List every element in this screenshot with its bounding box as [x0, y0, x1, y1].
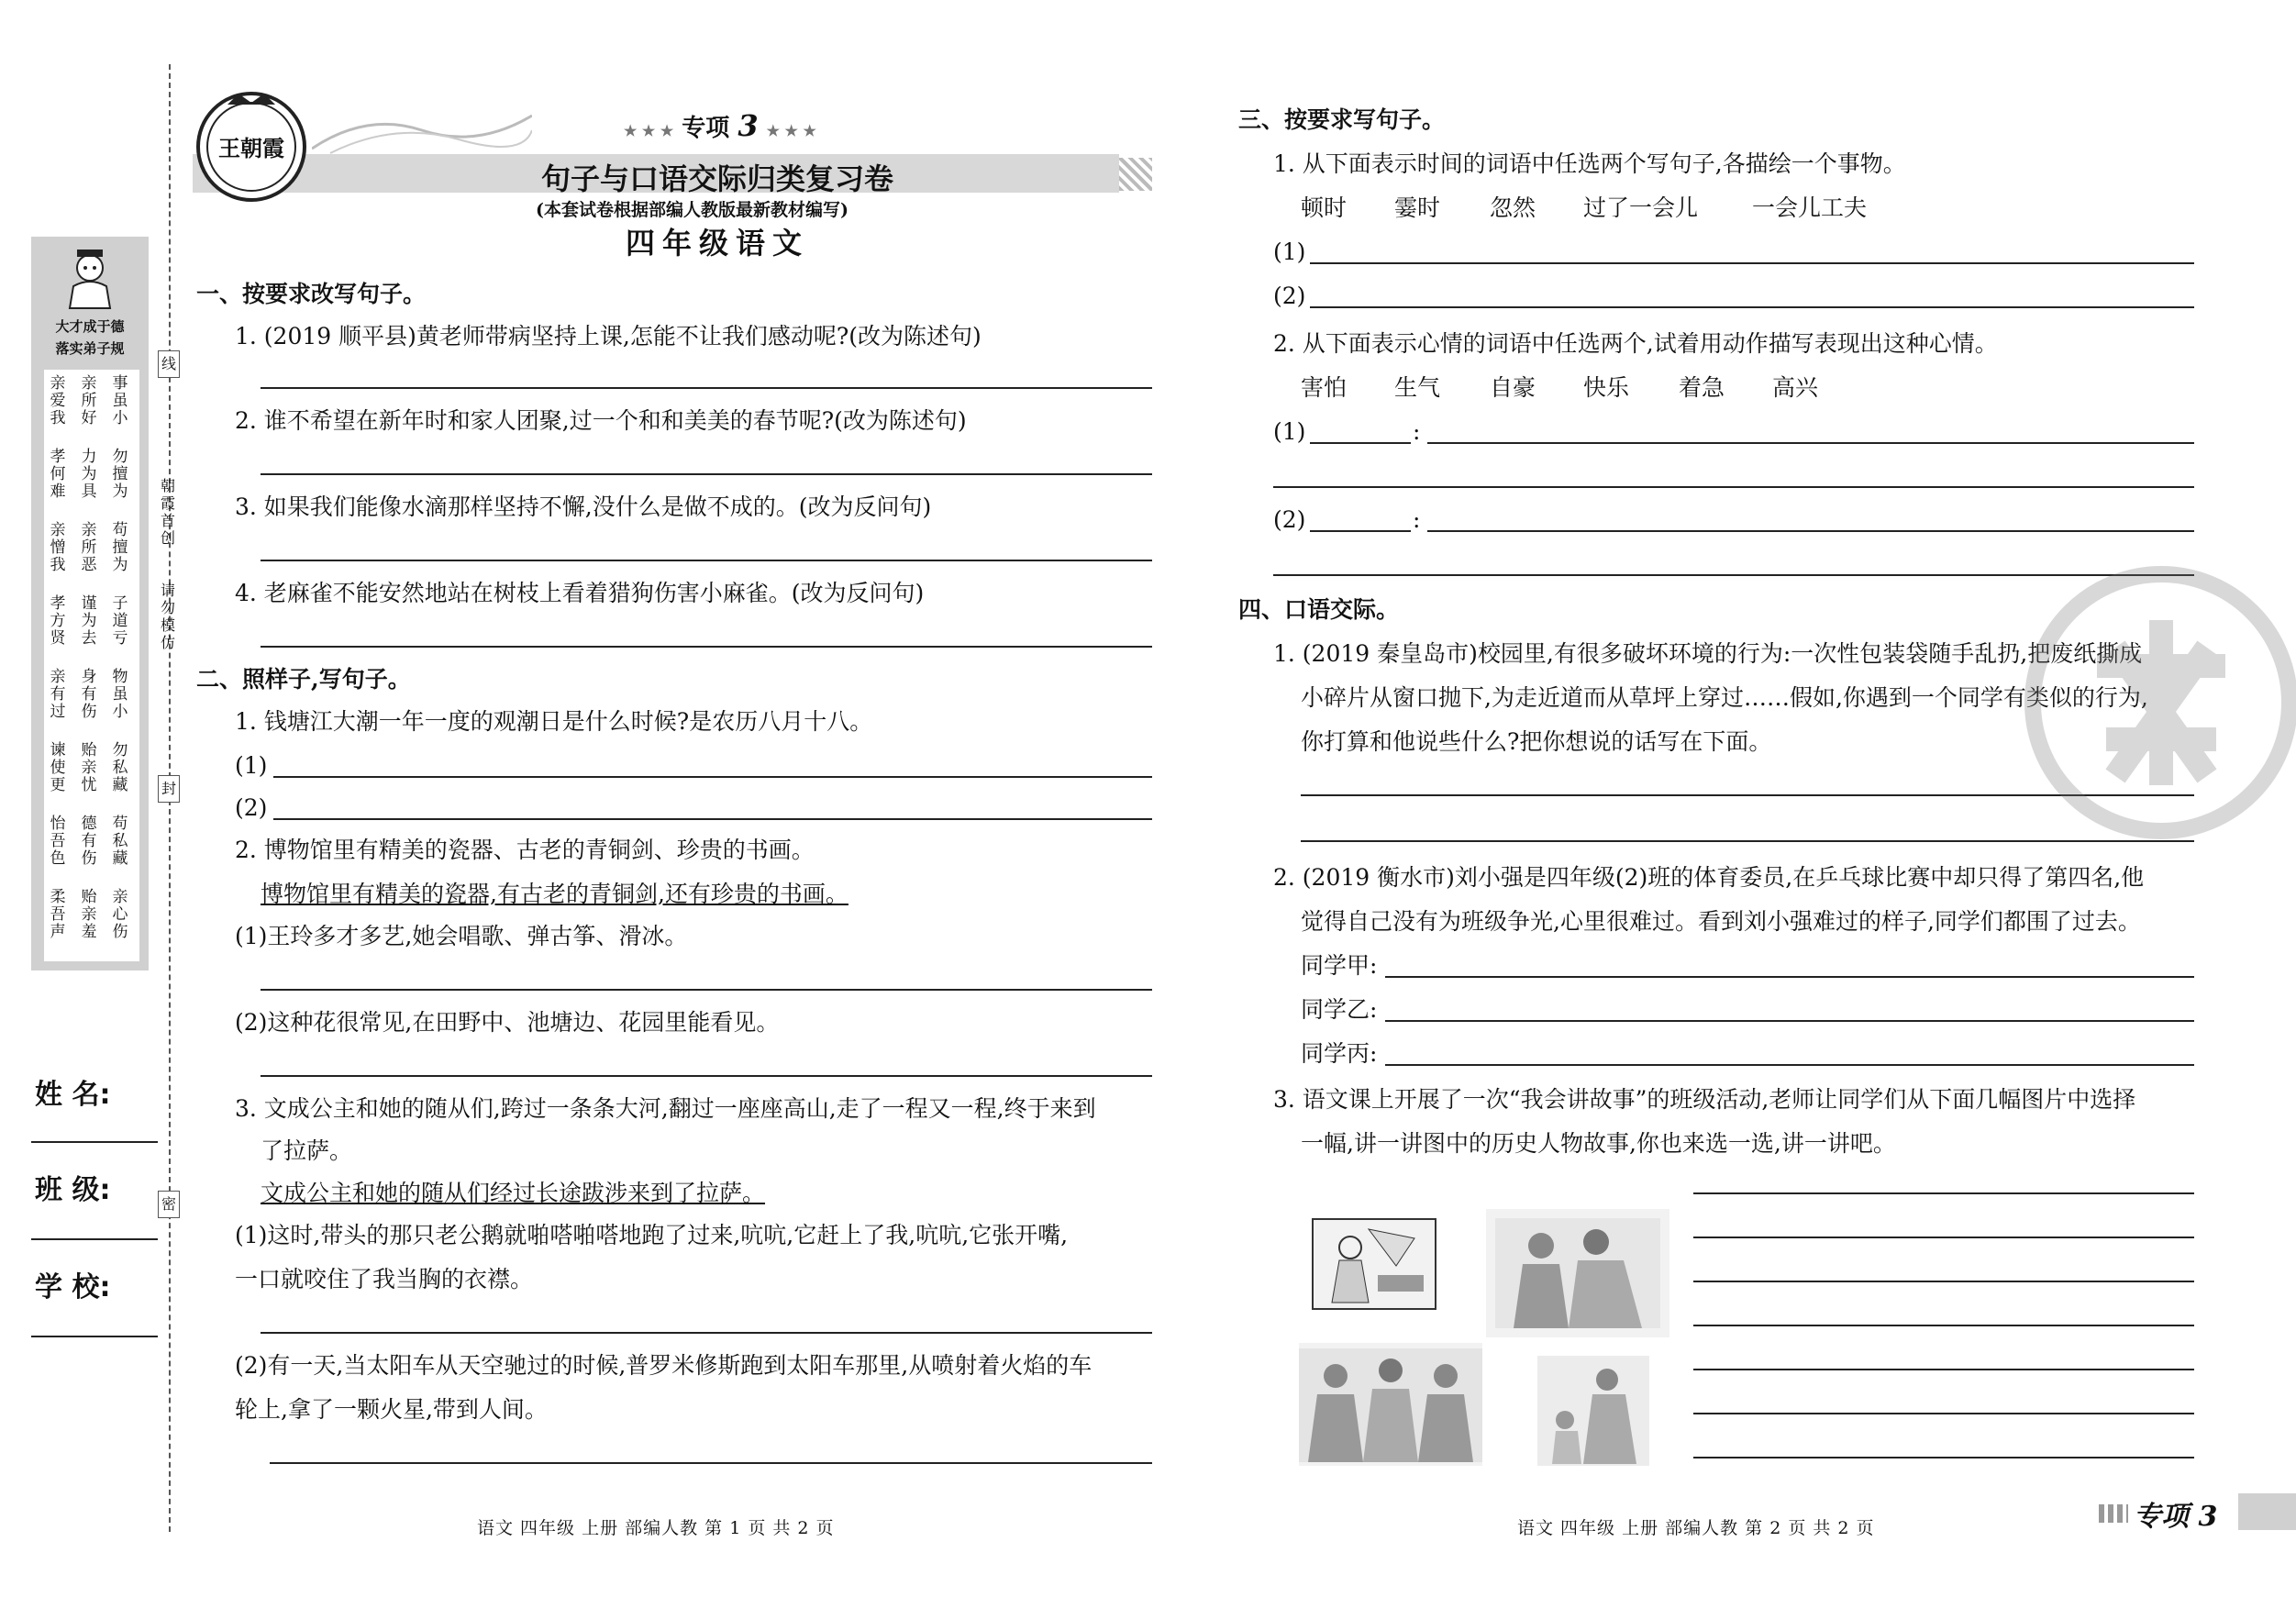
s3-q2-blank1-colon: :	[1413, 418, 1421, 445]
poem-col: 亲 所 好	[81, 374, 97, 427]
student-a-label: 同学甲:	[1301, 952, 1378, 979]
s2-q1-blank1-line[interactable]	[273, 776, 1152, 778]
section1-title: 一、按要求改写句子。	[196, 281, 427, 307]
s3-q1-blank1-line[interactable]	[1310, 262, 2194, 264]
header-swirl-decoration	[312, 103, 532, 161]
poem-col: 孝 何 难	[50, 448, 66, 501]
binding-mark-xian: 线	[158, 350, 180, 378]
s4-q3-answer-line3[interactable]	[1693, 1281, 2194, 1282]
s4-q3-answer-line7[interactable]	[1693, 1457, 2194, 1458]
s4-q1-line3: 你打算和他说些什么?把你想说的话写在下面。	[1301, 728, 1772, 755]
poem-col: 亲 憎 我	[50, 521, 66, 574]
s3-q2-blank2-line[interactable]	[1427, 530, 2194, 532]
poem-col: 谨 为 去	[81, 594, 97, 648]
s3-q1-word-0: 顿时	[1301, 194, 1348, 221]
s2-q3-1-line1: (1)这时,带头的那只老公鹅就啪嗒啪嗒地跑了过来,吭吭,它赶上了我,吭吭,它张开嘴,	[235, 1222, 1069, 1248]
poem-col: 亲 所 恶	[81, 521, 97, 574]
s2-q2-2: (2)这种花很常见,在田野中、池塘边、花园里能看见。	[235, 1009, 780, 1036]
s3-q1: 1. 从下面表示时间的词语中任选两个写句子,各描绘一个事物。	[1273, 150, 1906, 177]
binding-mark-feng: 封	[158, 775, 180, 803]
s4-q3-answer-line1[interactable]	[1693, 1192, 2194, 1194]
left-footer: 语文 四年级 上册 部编人教 第 1 页 共 2 页	[477, 1518, 835, 1538]
header-dot-pattern	[1119, 158, 1152, 191]
right-footer: 语文 四年级 上册 部编人教 第 2 页 共 2 页	[1517, 1518, 1875, 1538]
s2-q1-blank2-line[interactable]	[273, 818, 1152, 820]
sidebar-motto-1: 大才成于德	[55, 318, 125, 335]
s1-q4-answer-line[interactable]	[261, 646, 1152, 648]
story-picture-3[interactable]	[1299, 1343, 1482, 1466]
poem-col: 贻 亲 忧	[81, 741, 97, 794]
sidebar-poem	[44, 370, 139, 961]
s1-q3-answer-line[interactable]	[261, 560, 1152, 561]
class-label: 班 级:	[35, 1174, 111, 1206]
s2-q2-1: (1)王玲多才多艺,她会唱歌、弹古筝、滑冰。	[235, 923, 688, 949]
s4-q2-line1: 2. (2019 衡水市)刘小强是四年级(2)班的体育委员,在乒乓球比赛中却只得了第四名,他	[1273, 864, 2145, 891]
story-picture-1[interactable]	[1312, 1218, 1436, 1310]
corner-label: 专项 3	[2134, 1501, 2218, 1533]
s1-q3: 3. 如果我们能像水滴那样坚持不懈,没什么是做不成的。(改为反问句)	[235, 494, 932, 520]
section3-title: 三、按要求写句子。	[1238, 106, 1446, 133]
poem-col: 怡 吾 色	[50, 815, 66, 868]
s2-q2-example: 博物馆里有精美的瓷器,有古老的青铜剑,还有珍贵的书画。	[261, 881, 849, 907]
s3-q2-word-0: 害怕	[1301, 374, 1348, 401]
poem-col: 亲 有 过	[50, 668, 66, 721]
sidebar-vertical-note: 朝 霞 首 创 请 勿 模 仿	[160, 477, 175, 651]
section4-title: 四、口语交际。	[1238, 596, 1400, 623]
s3-q2-blank1-line2[interactable]	[1273, 486, 2194, 488]
name-field[interactable]	[31, 1141, 158, 1143]
poem-col: 亲 心 伤	[112, 888, 128, 941]
page-subtitle: (本套试卷根据部编人教版最新教材编写)	[536, 200, 849, 220]
s3-q2-blank2-label: (2)	[1273, 506, 1306, 533]
s4-q3-line1: 3. 语文课上开展了一次“我会讲故事”的班级活动,老师让同学们从下面几幅图片中选择	[1273, 1086, 2136, 1113]
class-field[interactable]	[31, 1238, 158, 1240]
special-number: 3	[738, 108, 759, 143]
s3-q2-blank2-colon: :	[1413, 506, 1421, 533]
s3-q2-word-1: 生气	[1394, 374, 1441, 401]
s4-q1-line1: 1. (2019 秦皇岛市)校园里,有很多破坏环境的行为:一次性包装袋随手乱扔,把废纸撕成	[1273, 640, 2143, 667]
s2-q1: 1. 钱塘江大潮一年一度的观潮日是什么时候?是农历八月十八。	[235, 708, 873, 735]
s2-q3-2-answer-line[interactable]	[270, 1462, 1152, 1464]
poem-col: 事 虽 小	[112, 374, 128, 427]
poem-col: 贻 亲 羞	[81, 888, 97, 941]
sidebar-motto-2: 落实弟子规	[55, 340, 125, 357]
logo-badge	[194, 90, 308, 204]
corner-dots	[2099, 1504, 2128, 1523]
s3-q2-blank1-line[interactable]	[1427, 442, 2194, 444]
s3-q1-blank2-label: (2)	[1273, 283, 1306, 309]
s3-q2-word-3: 快乐	[1583, 374, 1630, 401]
poem-col: 子 道 亏	[112, 594, 128, 648]
s3-q2-word-5: 高兴	[1772, 374, 1819, 401]
s3-q1-word-2: 忽然	[1490, 194, 1536, 221]
school-field[interactable]	[31, 1336, 158, 1337]
s3-q2-word-2: 自豪	[1490, 374, 1536, 401]
watermark-seal-icon	[2024, 565, 2296, 840]
s1-q1: 1. (2019 顺平县)黄老师带病坚持上课,怎能不让我们感动呢?(改为陈述句)	[235, 323, 982, 349]
s2-q1-blank2-label: (2)	[235, 794, 268, 821]
special-label: 专项	[682, 115, 730, 142]
s1-q2: 2. 谁不希望在新年时和家人团聚,过一个和和美美的春节呢?(改为陈述句)	[235, 407, 967, 434]
poem-col: 身 有 伤	[81, 668, 97, 721]
stars-left: ★ ★ ★	[624, 122, 674, 139]
special-heading	[624, 108, 816, 143]
s3-q2-blank2-word-line[interactable]	[1310, 530, 1411, 532]
s3-q2-blank1-label: (1)	[1273, 418, 1306, 445]
s4-q3-answer-line4[interactable]	[1693, 1325, 2194, 1326]
s1-q2-answer-line[interactable]	[261, 473, 1152, 475]
cartoon-figure-icon	[62, 246, 117, 310]
s4-q1-line2: 小碎片从窗口抛下,为走近道而从草坪上穿过……假如,你遇到一个同学有类似的行为,	[1301, 684, 2148, 711]
poem-col: 德 有 伤	[81, 815, 97, 868]
s1-q4: 4. 老麻雀不能安然地站在树枝上看着猎狗伤害小麻雀。(改为反问句)	[235, 580, 925, 606]
s3-q1-blank2-line[interactable]	[1310, 306, 2194, 308]
s3-q1-word-3: 过了一会儿	[1583, 194, 1699, 221]
story-picture-2[interactable]	[1486, 1209, 1669, 1337]
poem-col: 孝 方 贤	[50, 594, 66, 648]
s3-q1-blank1-label: (1)	[1273, 238, 1306, 265]
s2-q2: 2. 博物馆里有精美的瓷器、古老的青铜剑、珍贵的书画。	[235, 837, 815, 863]
s2-q1-blank1-label: (1)	[235, 752, 268, 779]
s4-q3-line2: 一幅,讲一讲图中的历史人物故事,你也来选一选,讲一讲吧。	[1301, 1130, 1896, 1157]
school-label: 学 校:	[35, 1271, 111, 1303]
story-picture-4[interactable]	[1537, 1356, 1649, 1466]
poem-col: 苟 擅 为	[112, 521, 128, 574]
poem-col: 物 虽 小	[112, 668, 128, 721]
page-title: 句子与口语交际归类复习卷	[541, 161, 894, 196]
student-c-line[interactable]	[1385, 1064, 2194, 1066]
s4-q3-answer-line6[interactable]	[1693, 1413, 2194, 1414]
s3-q2: 2. 从下面表示心情的词语中任选两个,试着用动作描写表现出这种心情。	[1273, 330, 1998, 357]
s2-q3-line1: 3. 文成公主和她的随从们,跨过一条条大河,翻过一座座高山,走了一程又一程,终于来到	[235, 1095, 1096, 1122]
s2-q2-2-answer-line[interactable]	[261, 1075, 1152, 1077]
student-b-label: 同学乙:	[1301, 996, 1378, 1023]
s1-q1-answer-line[interactable]	[261, 387, 1152, 389]
s2-q3-line2: 了拉萨。	[261, 1137, 353, 1164]
corner-label-band	[2238, 1493, 2296, 1530]
grade-subject: 四年级语文	[626, 226, 810, 261]
student-a-line[interactable]	[1385, 976, 2194, 978]
poem-col: 柔 吾 声	[50, 888, 66, 941]
poem-col: 勿 私 藏	[112, 741, 128, 794]
s2-q3-example: 文成公主和她的随从们经过长途跋涉来到了拉萨。	[261, 1180, 766, 1206]
logo-text: 王朝霞	[218, 135, 284, 161]
s2-q3-1-answer-line[interactable]	[261, 1332, 1152, 1334]
poem-col: 勿 擅 为	[112, 448, 128, 501]
s3-q1-word-1: 霎时	[1394, 194, 1441, 221]
poem-col: 亲 爱 我	[50, 374, 66, 427]
student-c-label: 同学丙:	[1301, 1040, 1378, 1067]
stars-right: ★ ★ ★	[766, 122, 816, 139]
s3-q2-blank1-word-line[interactable]	[1310, 442, 1411, 444]
s4-q1-answer-line2[interactable]	[1301, 840, 2194, 842]
section2-title: 二、照样子,写句子。	[196, 666, 411, 693]
s3-q1-word-4: 一会儿工夫	[1752, 194, 1868, 221]
s4-q3-answer-line5[interactable]	[1693, 1369, 2194, 1370]
name-label: 姓 名:	[35, 1079, 111, 1111]
s2-q2-1-answer-line[interactable]	[261, 989, 1152, 991]
s2-q3-2-line1: (2)有一天,当太阳车从天空驰过的时候,普罗米修斯跑到太阳车那里,从喷射着火焰的车	[235, 1352, 1093, 1379]
poem-col: 力 为 具	[81, 448, 97, 501]
poem-col: 谏 使 更	[50, 741, 66, 794]
s4-q2-line2: 觉得自己没有为班级争光,心里很难过。看到刘小强难过的样子,同学们都围了过去。	[1301, 908, 2141, 935]
poem-col: 苟 私 藏	[112, 815, 128, 868]
s2-q3-1-line2: 一口就咬住了我当胸的衣襟。	[235, 1266, 534, 1292]
sidebar-panel	[31, 237, 149, 970]
s3-q2-word-4: 着急	[1679, 374, 1725, 401]
s2-q3-2-line2: 轮上,拿了一颗火星,带到人间。	[235, 1396, 548, 1423]
s4-q3-answer-line2[interactable]	[1693, 1237, 2194, 1238]
student-b-line[interactable]	[1385, 1020, 2194, 1022]
binding-mark-mi: 密	[158, 1191, 180, 1218]
